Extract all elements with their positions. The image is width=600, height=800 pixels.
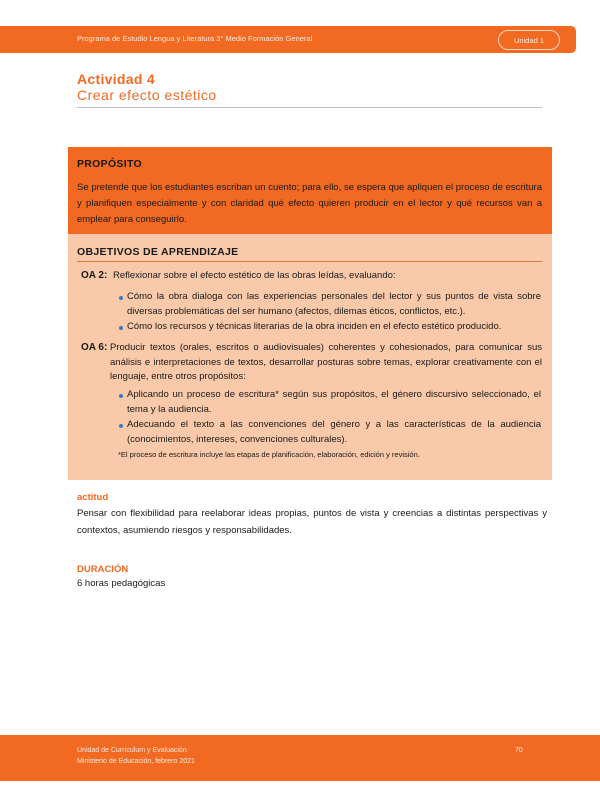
activity-title: Actividad 4	[77, 71, 155, 87]
unit-label: Unidad 1	[513, 35, 545, 45]
proposito-heading: PROPÓSITO	[77, 158, 142, 170]
footer-ministry: Ministerio de Educación, febrero 2021	[77, 758, 195, 765]
oa6-bullet-2: Adecuando el texto a las convenciones del género y a las características de la audiencia (conocimientos, intereses, convenciones culturales).	[127, 419, 541, 445]
bullet-icon	[119, 424, 123, 428]
proposito-text: Se pretende que los estudiantes escriban un cuento; para ello, se espera que apliquen el proceso de escritura y planifiquen especialmente y con claridad qué efecto quieren producir en el lector y qué recursos van a emplear para conseguirlo.	[77, 182, 542, 225]
oa6-bullet-1: Aplicando un proceso de escritura* según sus propósitos, el género discursivo seleccionado, el tema y la audiencia.	[127, 389, 541, 415]
title-divider	[77, 107, 542, 108]
page-number: 70	[515, 747, 523, 754]
activity-subtitle: Crear efecto estético	[77, 87, 217, 103]
bullet-icon	[119, 296, 123, 300]
objetivos-heading: OBJETIVOS DE APRENDIZAJE	[77, 246, 239, 258]
bullet-icon	[119, 394, 123, 398]
actitud-heading: actitud	[77, 492, 109, 503]
footer-unit: Unidad de Currículum y Evaluación	[77, 747, 187, 754]
actitud-text: Pensar con flexibilidad para reelaborar ideas propias, puntos de vista y creencias a distintas perspectivas y contextos, asumiendo riesgos y responsabilidades.	[77, 508, 547, 536]
unit-badge	[498, 30, 560, 50]
oa2-text: Reflexionar sobre el efecto estético de las obras leídas, evaluando:	[113, 270, 396, 281]
writing-process-footnote: *El proceso de escritura incluye las etapas de planificación, elaboración, edición y revisión.	[118, 450, 420, 459]
bullet-icon	[119, 326, 123, 330]
duracion-heading: DURACIÓN	[77, 564, 129, 575]
oa2-bullet-1: Cómo la obra dialoga con las experiencias personales del lector y sus puntos de vista sobre diversas problemáticas del ser humano (afectos, dilemas éticos, conflictos, etc.).	[127, 291, 541, 317]
oa6-text: Producir textos (orales, escritos o audiovisuales) coherentes y cohesionados, para comunicar sus análisis e interpretaciones de textos, desarrollar posturas sobre temas, explorar creativamente con el lenguaje, entre otros propósitos:	[110, 342, 542, 382]
objetivos-divider	[77, 261, 542, 262]
duracion-text: 6 horas pedagógicas	[77, 578, 166, 589]
oa6-code: OA 6:	[81, 342, 108, 353]
oa2-bullet-2: Cómo los recursos y técnicas literarias de la obra inciden en el efecto estético producido.	[127, 321, 502, 332]
oa2-code: OA 2:	[81, 270, 108, 281]
program-title: Programa de Estudio Lengua y Literatura 3° Medio Formación General	[77, 34, 313, 43]
